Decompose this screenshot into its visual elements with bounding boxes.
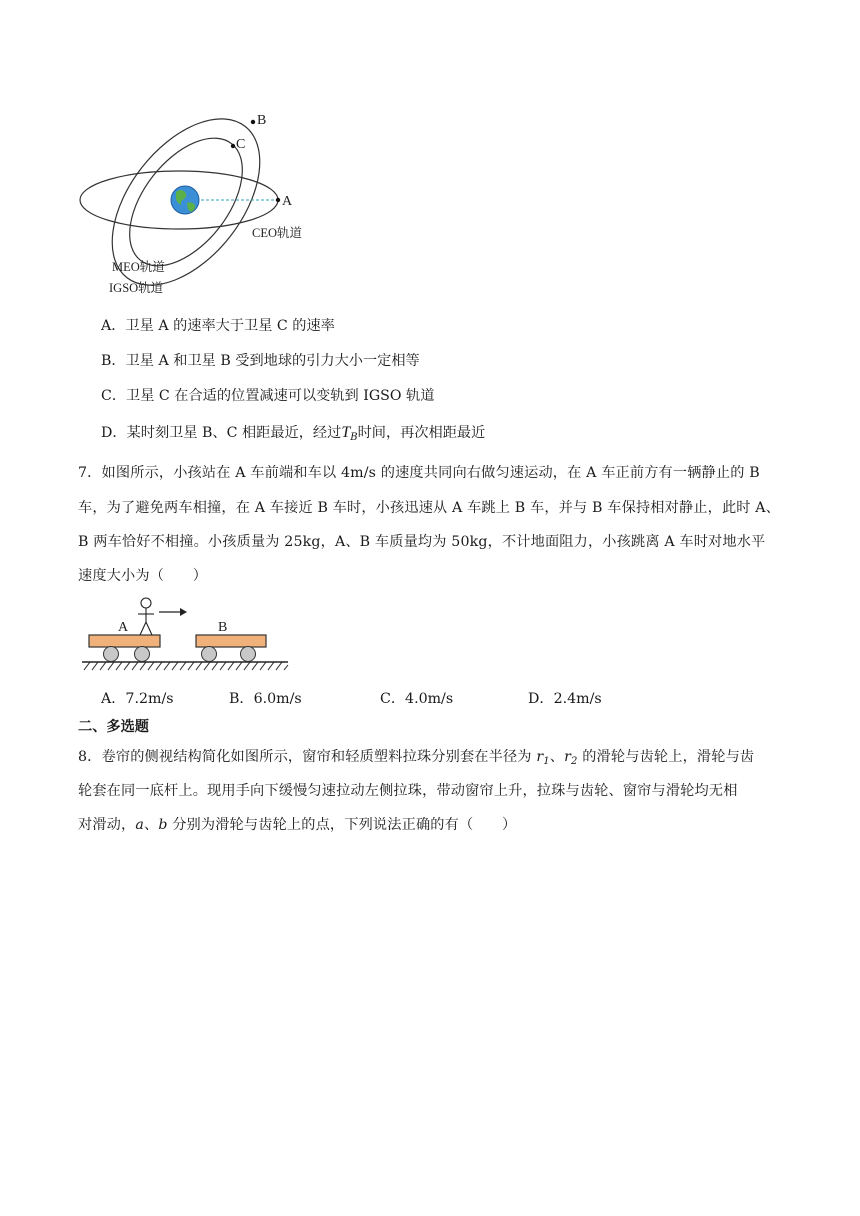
cart-b-wheel-left [202, 647, 217, 662]
label-a: A [282, 194, 293, 209]
section-heading-multiple-choice: 二、多选题 [78, 719, 149, 735]
q6-option-b: B．卫星 A 和卫星 B 受到地球的引力大小一定相等 [101, 353, 420, 369]
cart-b-label: B [218, 620, 228, 635]
q6-option-d-sub: B [350, 432, 358, 443]
q6-option-c: C．卫星 C 在合适的位置减速可以变轨到 IGSO 轨道 [101, 388, 435, 404]
q8-sep: 、 [549, 749, 565, 765]
q6-option-a: A．卫星 A 的速率大于卫星 C 的速率 [101, 318, 335, 334]
q6-option-d-prefix: D．某时刻卫星 B、C 相距最近，经过 [101, 425, 342, 441]
q7-line-2: 车，为了避免两车相撞，在 A 车接近 B 车时，小孩迅速从 A 车跳上 B 车，并与 B 车保持相对静止，此时 A、 [78, 500, 781, 516]
cart-a-label: A [118, 620, 129, 635]
orbit-figure [76, 108, 316, 298]
ground-hatch [84, 662, 288, 670]
satellite-b-point [251, 120, 255, 124]
child-figure [138, 598, 154, 635]
meo-orbit-label: MEO轨道 [112, 260, 165, 274]
cart-a-body [89, 635, 160, 647]
cart-b-body [196, 635, 266, 647]
q8-r1-sub: 1 [543, 756, 550, 767]
q8-line-1-prefix: 8．卷帘的侧视结构简化如图所示，窗帘和轻质塑料拉珠分别套在半径为 [78, 749, 537, 765]
velocity-arrow-icon [159, 608, 187, 616]
q7-line-4: 速度大小为（ ） [78, 568, 208, 584]
q8-point-a: a [135, 817, 144, 833]
cart-b-wheel-right [241, 647, 256, 662]
q8-r2-sub: 2 [571, 756, 578, 767]
cart-a-wheel-right [135, 647, 150, 662]
q8-point-b: b [158, 817, 168, 833]
q8-mid: 、 [143, 817, 159, 833]
q6-option-d-T: T [341, 424, 351, 441]
q6-option-d [101, 422, 485, 443]
ceo-orbit-label: CEO轨道 [252, 226, 303, 240]
earth-icon [171, 186, 199, 214]
q8-line-3-prefix: 对滑动， [78, 817, 136, 833]
q7-line-3: B 两车恰好不相撞。小孩质量为 25kg，A、B 车质量均为 50kg，不计地面阻力，小孩跳离 A 车时对地水平 [78, 534, 766, 550]
q8-line-1 [78, 746, 754, 767]
q7-option-d: D．2.4m/s [528, 691, 602, 707]
satellite-a-point [276, 198, 280, 202]
q8-r2: r [564, 749, 572, 765]
satellite-c-point [231, 144, 235, 148]
q7-line-1: 7．如图所示，小孩站在 A 车前端和车以 4m/s 的速度共同向右做匀速运动，在 A 车正前方有一辆静止的 B [78, 465, 760, 481]
carts-figure [80, 592, 292, 674]
label-c: C [236, 137, 246, 152]
q8-line-3-suffix: 分别为滑轮与齿轮上的点，下列说法正确的有（ ） [167, 817, 517, 833]
q8-r1: r [536, 749, 544, 765]
q6-option-d-suffix: 时间，再次相距最近 [357, 425, 486, 441]
igso-orbit-label: IGSO轨道 [109, 281, 164, 295]
q7-option-a: A．7.2m/s [101, 691, 174, 707]
q7-option-b: B．6.0m/s [229, 691, 302, 707]
q7-option-c: C．4.0m/s [380, 691, 454, 707]
q8-line-3 [78, 814, 516, 834]
q8-line-2: 轮套在同一底杆上。现用手向下缓慢匀速拉动左侧拉珠，带动窗帘上升，拉珠与齿轮、窗帘与滑轮均无相 [78, 783, 738, 799]
cart-a-wheel-left [104, 647, 119, 662]
label-b: B [257, 113, 267, 128]
q8-line-1-suffix: 的滑轮与齿轮上，滑轮与齿 [577, 749, 755, 765]
